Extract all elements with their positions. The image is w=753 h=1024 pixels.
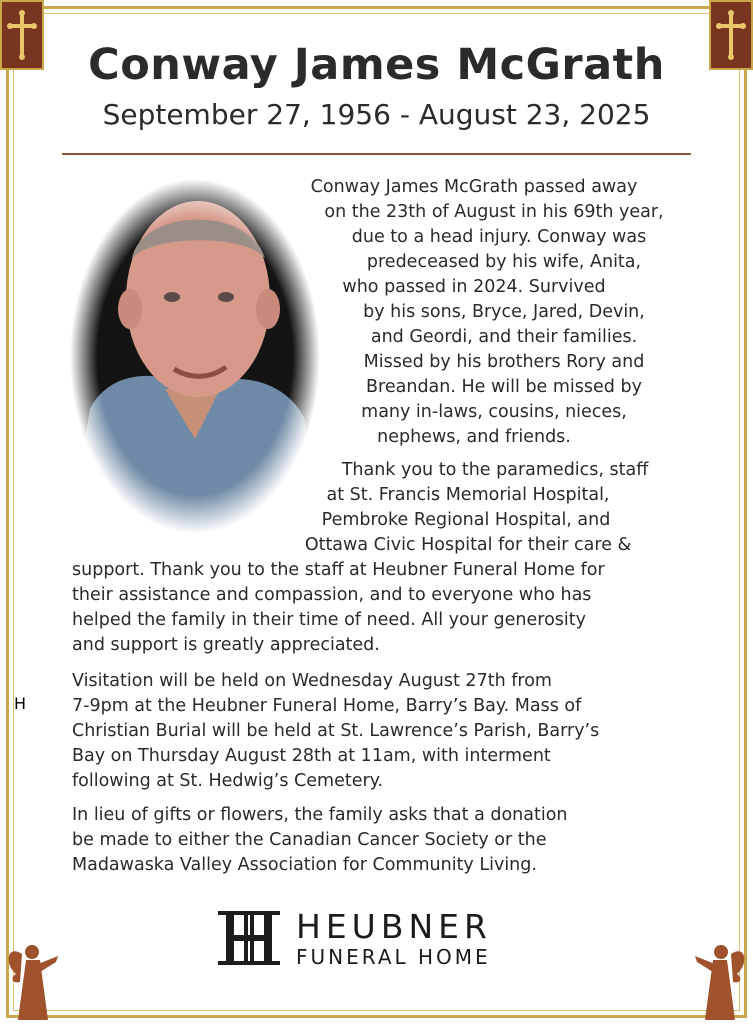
text-line: due to a head injury. Conway was — [351, 227, 647, 247]
text-line: In lieu of gifts or flowers, the family asks that a donation — [72, 805, 568, 825]
text-line: predeceased by his wife, Anita, — [366, 252, 642, 272]
text-line: on the 23th of August in his 69th year, — [324, 202, 664, 222]
text-line: helped the family in their time of need. All your generosity — [72, 610, 586, 630]
logo-wordmark: HEUBNER — [296, 907, 492, 946]
angel-icon — [689, 934, 751, 1022]
text-line: following at St. Hedwig’s Cemetery. — [72, 771, 384, 791]
text-line: Madawaska Valley Association for Community Living. — [72, 855, 537, 875]
text-line: be made to either the Canadian Cancer Society or the — [72, 830, 547, 850]
text-line: Pembroke Regional Hospital, and — [321, 510, 611, 530]
text-line: 7-9pm at the Heubner Funeral Home, Barry’s Bay. Mass of — [72, 696, 582, 716]
deceased-name: Conway James McGrath — [88, 40, 665, 90]
text-line: Missed by his brothers Rory and — [363, 352, 645, 372]
life-dates: September 27, 1956 - August 23, 2025 — [102, 98, 651, 131]
text-line: nephews, and friends. — [377, 427, 571, 447]
text-line: Breandan. He will be missed by — [366, 377, 642, 397]
angel-icon — [2, 934, 64, 1022]
text-line: by his sons, Bryce, Jared, Devin, — [363, 302, 645, 322]
text-line: at St. Francis Memorial Hospital, — [326, 485, 610, 505]
text-line: Visitation will be held on Wednesday August 27th from — [72, 671, 552, 691]
text-line: and Geordi, and their families. — [370, 327, 638, 347]
donation-paragraph — [72, 803, 692, 878]
text-line: many in-laws, cousins, nieces, — [361, 402, 627, 422]
text-line: their assistance and compassion, and to everyone who has — [72, 585, 592, 605]
text-line: and support is greatly appreciated. — [72, 635, 380, 655]
text-line: support. Thank you to the staff at Heubner Funeral Home for — [72, 560, 605, 580]
text-line: Bay on Thursday August 28th at 11am, with interment — [72, 746, 551, 766]
obituary-paragraph-2-top — [258, 458, 674, 558]
visitation-paragraph — [72, 669, 692, 794]
text-line: Christian Burial will be held at St. Lawrence’s Parish, Barry’s — [72, 721, 600, 741]
logo-subtitle: FUNERAL HOME — [296, 945, 491, 969]
text-line: who passed in 2024. Survived — [342, 277, 606, 297]
divider — [62, 153, 691, 155]
obituary-paragraph-2-bottom — [72, 558, 692, 658]
obituary-paragraph-1 — [270, 175, 674, 450]
text-line: Ottawa Civic Hospital for their care & — [304, 535, 632, 555]
text-line: Conway James McGrath passed away — [310, 177, 638, 197]
logo-mark-letter: H — [14, 694, 27, 713]
text-line: Thank you to the paramedics, staff — [341, 460, 649, 480]
